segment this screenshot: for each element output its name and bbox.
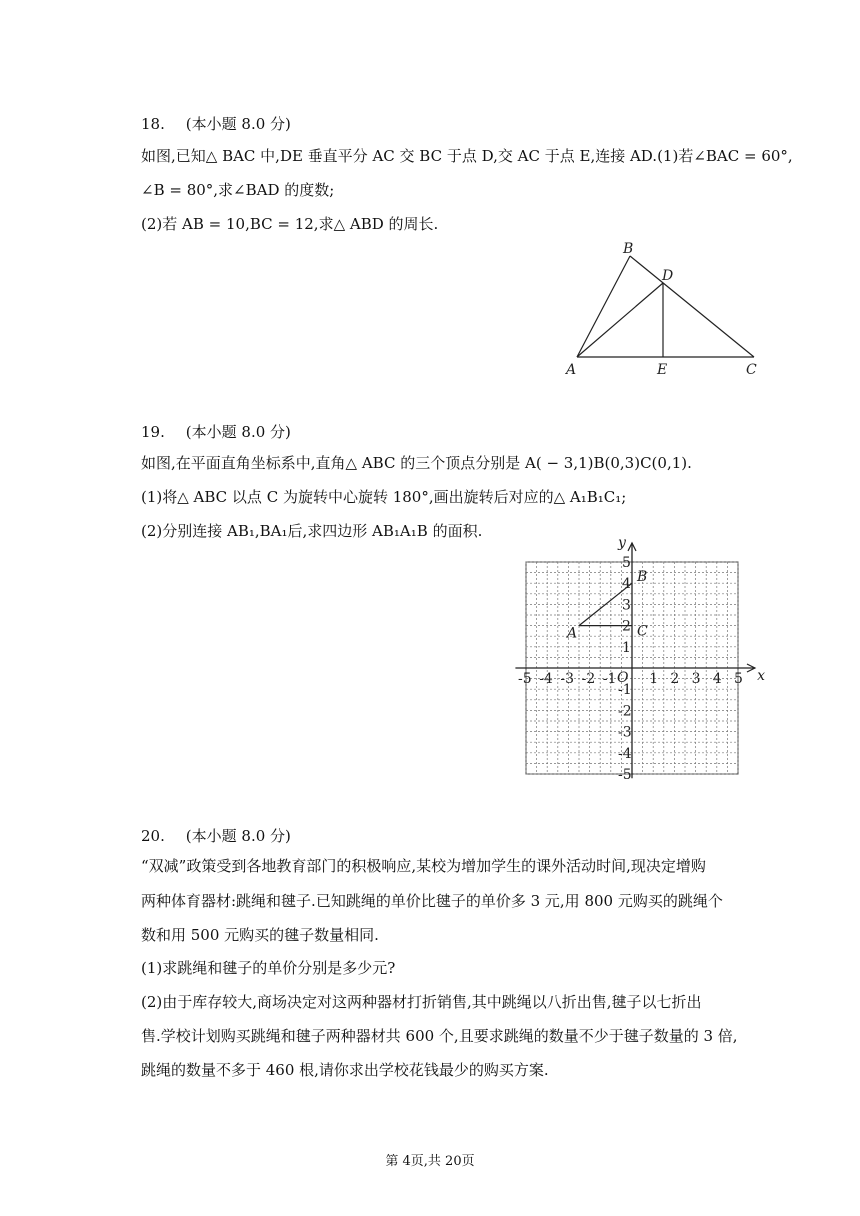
q18-label-D: D <box>662 268 674 284</box>
x-tick-label: -2 <box>581 671 596 687</box>
q19-coordinate-grid <box>515 538 765 783</box>
y-tick-label: -2 <box>618 703 632 720</box>
q20-text-line4: (1)求跳绳和毽子的单价分别是多少元? <box>141 959 396 977</box>
q19-triangle-abc <box>565 569 648 641</box>
q18-segment-AB <box>577 256 630 357</box>
q19-text-line3: (2)分别连接 AB₁,BA₁后,求四边形 AB₁A₁B 的面积. <box>141 522 483 540</box>
y-tick-label: -1 <box>618 682 632 699</box>
q20-text-line3: 数和用 500 元购买的毽子数量相同. <box>141 926 379 944</box>
x-tick-label: 2 <box>670 671 680 687</box>
q20-header <box>141 825 291 846</box>
q19-header <box>141 421 291 442</box>
q20-meta: (本小题 8.0 分) <box>185 827 291 845</box>
q18-text-line2: ∠B = 80°,求∠BAD 的度数; <box>141 181 335 199</box>
q18-triangle-figure <box>560 236 770 381</box>
point-label-A: A <box>567 625 578 642</box>
y-tick-label: 1 <box>622 639 631 656</box>
y-tick-label: -5 <box>618 767 632 783</box>
q20-text-line6: 售.学校计划购买跳绳和毽子两种器材共 600 个,且要求跳绳的数量不少于毽子数量的 3 倍, <box>141 1027 738 1045</box>
y-axis-label: y <box>618 538 626 552</box>
y-tick-label: -3 <box>618 724 632 741</box>
x-tick-label: 3 <box>691 671 701 687</box>
x-tick-label: -5 <box>518 671 532 687</box>
origin-label: O <box>617 670 629 686</box>
q18-text-line1: 如图,已知△ BAC 中,DE 垂直平分 AC 交 BC 于点 D,交 AC 于点 E,连接 AD.(1)若∠BAC = 60°, <box>141 147 793 165</box>
y-tick-label: 3 <box>622 597 631 614</box>
q18-header <box>141 113 291 134</box>
q18-text-line3: (2)若 AB = 10,BC = 12,求△ ABD 的周长. <box>141 215 439 233</box>
x-tick-label: -3 <box>560 671 575 687</box>
q18-segment-AD <box>577 283 663 357</box>
q19-number: 19. <box>141 423 165 441</box>
y-tick-label: -4 <box>618 745 632 762</box>
q18-label-A: A <box>566 362 577 378</box>
q19-meta: (本小题 8.0 分) <box>185 423 291 441</box>
y-tick-label: 4 <box>622 576 631 593</box>
q20-text-line2: 两种体育器材:跳绳和毽子.已知跳绳的单价比毽子的单价多 3 元,用 800 元购买的跳绳个 <box>141 892 723 910</box>
point-label-B: B <box>637 569 648 586</box>
x-tick-label: 5 <box>734 671 743 687</box>
page-footer: 第 4页,共 20页 <box>385 1154 475 1169</box>
q19-text-line1: 如图,在平面直角坐标系中,直角△ ABC 的三个顶点分别是 A( − 3,1)B(0,3)C(0,1). <box>141 454 692 472</box>
q18-number: 18. <box>141 115 165 133</box>
x-tick-label: 1 <box>649 671 659 687</box>
q18-label-E: E <box>657 362 668 378</box>
y-tick-label: 2 <box>622 618 631 635</box>
x-tick-label: 4 <box>712 671 722 687</box>
q18-label-B: B <box>623 241 634 257</box>
q18-segment-BC <box>630 256 754 357</box>
point-label-C: C <box>637 623 648 640</box>
q20-text-line7: 跳绳的数量不多于 460 根,请你求出学校花钱最少的购买方案. <box>141 1061 549 1079</box>
q20-text-line1: “双减”政策受到各地教育部门的积极响应,某校为增加学生的课外活动时间,现决定增购 <box>141 857 706 875</box>
x-axis-label: x <box>757 668 765 684</box>
q18-label-C: C <box>746 362 757 378</box>
x-tick-label: -4 <box>539 671 553 687</box>
axes <box>515 543 755 778</box>
q19-text-line2: (1)将△ ABC 以点 C 为旋转中心旋转 180°,画出旋转后对应的△ A₁B₁C₁; <box>141 488 627 506</box>
q20-number: 20. <box>141 827 165 845</box>
x-tick-label: -1 <box>602 671 617 687</box>
y-tick-label: 5 <box>622 555 631 571</box>
q20-text-line5: (2)由于库存较大,商场决定对这两种器材打折销售,其中跳绳以八折出售,毽子以七折出 <box>141 993 702 1011</box>
q18-meta: (本小题 8.0 分) <box>185 115 291 133</box>
